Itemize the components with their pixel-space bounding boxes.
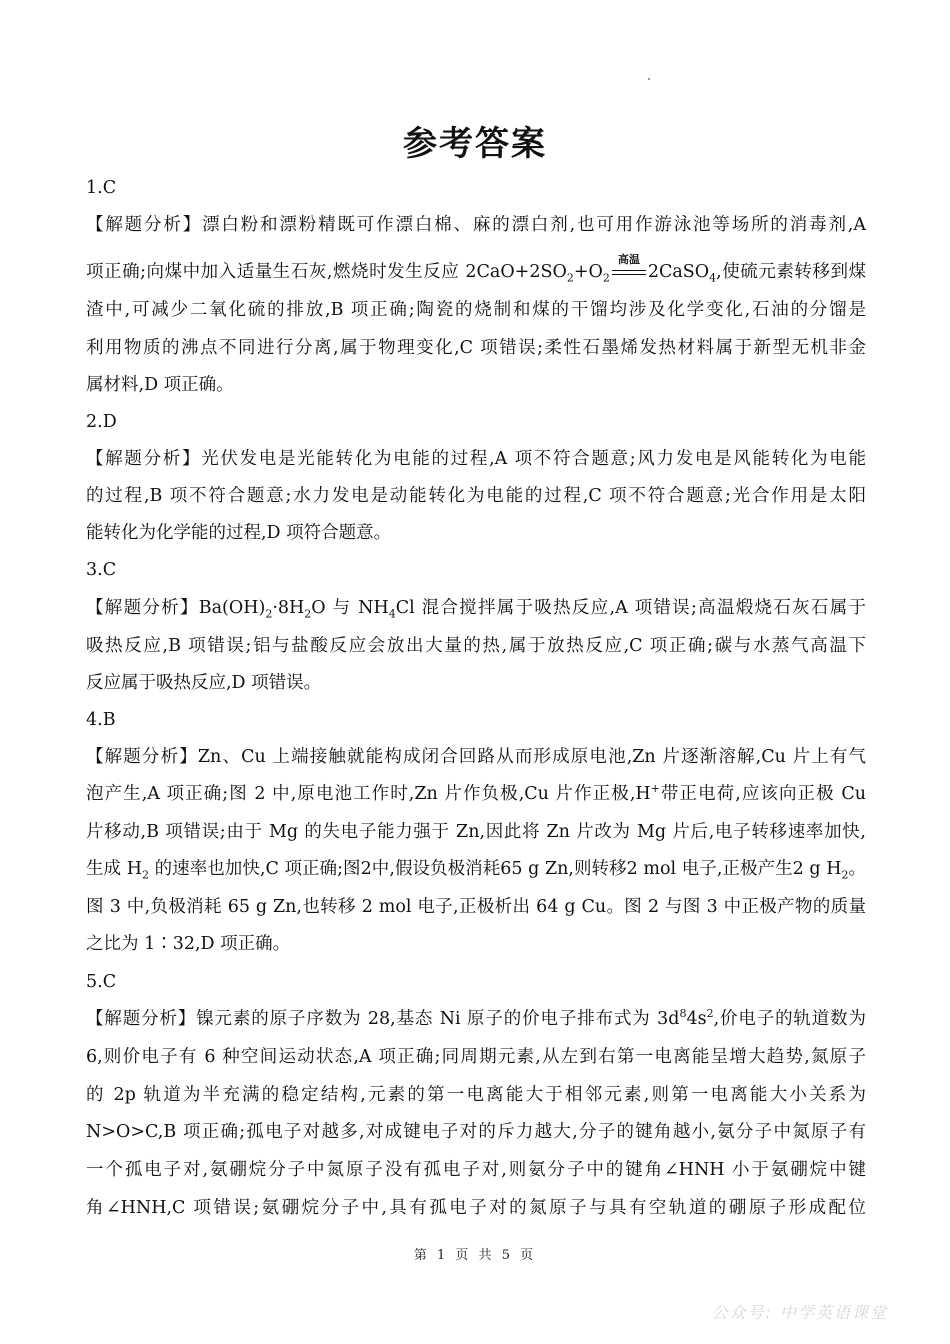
page-mark-dot	[648, 78, 650, 80]
q4-analysis-line-1: 【解题分析】Zn、Cu 上端接触就能构成闭合回路从而形成原电池,Zn 片逐渐溶解,Cu 片上有气	[86, 747, 866, 767]
q3-analysis-line-2: 吸热反应,B 项错误;铝与盐酸反应会放出大量的热,属于放热反应,C 项正确;碳与水蒸气高温下	[86, 636, 866, 656]
q4-analysis-line-2: 泡产生,A 项正确;图 2 中,原电池工作时,Zn 片作负极,Cu 片作正极,H+带正电荷,应该向正极 Cu	[86, 782, 866, 804]
page-footer: 第 1 页 共 5 页	[413, 1248, 537, 1263]
q2-analysis-line-3: 能转化为化学能的过程,D 项符合题意。	[86, 523, 392, 543]
q4-analysis-line-4: 生成 $H_2$ 的速率也加快,C 项正确;图2中,假设负极消耗65 g Zn,则转移2 mol 电子,正极产生2 g $H_2$。	[86, 859, 867, 882]
q4-analysis-line-3: 片移动,B 项错误;由于 Mg 的失电子能力强于 Zn,因此将 Zn 片改为 Mg 片后,电子转移速率加快,	[86, 822, 866, 842]
q5-analysis-line-6: 角∠HNH,C 项错误;氨硼烷分子中,具有孤电子对的氮原子与具有空轨道的硼原子形成配位	[86, 1198, 866, 1218]
q1-analysis-line-2: 项正确;向煤中加入适量生石灰,燃烧时发生反应 $2CaO+2SO_2+O_2$ 高温 2CaSO$_4$,使硫元素转移到煤	[86, 253, 867, 285]
q2-analysis-line-1: 【解题分析】光伏发电是光能转化为电能的过程,A 项不符合题意;风力发电是风能转化为电能	[86, 449, 866, 469]
q3-analysis-line-3: 反应属于吸热反应,D 项错误。	[86, 673, 322, 693]
q3-analysis-line-1: 【解题分析】$Ba(OH)_2\cdot 8H_2O$ 与 $NH_4Cl$ 混合搅拌属于吸热反应,A 项错误;高温煅烧石灰石属于	[86, 598, 866, 621]
watermark: 公众号: 中学英语课堂	[711, 1303, 888, 1322]
q2-analysis-line-2: 的过程,B 项不符合题意;水力发电是动能转化为电能的过程,C 项不符合题意;光合作用是太阳	[86, 486, 866, 506]
q5-analysis-line-3: 的 2p 轨道为半充满的稳定结构,元素的第一电离能大于相邻元素,则第一电离能大小关系为	[86, 1085, 866, 1105]
q5-analysis-line-5: 一个孤电子对,氨硼烷分子中氮原子没有孤电子对,则氨分子中的键角∠HNH 小于氨硼烷中键	[86, 1160, 866, 1180]
q1-analysis-line-1: 【解题分析】漂白粉和漂粉精既可作漂白棉、麻的漂白剂,也可用作游泳池等场所的消毒剂,A	[86, 215, 866, 235]
q5-analysis-line-1: 【解题分析】镍元素的原子序数为 28,基态 Ni 原子的价电子排布式为 $3d^84s^2$,价电子的轨道数为	[86, 1007, 867, 1029]
page-title: 参考答案	[403, 124, 547, 164]
q3-answer: 3.C	[86, 560, 117, 580]
q5-analysis-line-2: 6,则价电子有 6 种空间运动状态,A 项正确;同周期元素,从左到右第一电离能呈增大趋势,氮原子	[86, 1047, 866, 1067]
q1-analysis-line-3: 渣中,可减少二氧化硫的排放,B 项正确;陶瓷的烧制和煤的干馏均涉及化学变化,石油的分馏是	[86, 300, 866, 320]
q4-analysis-line-6: 之比为 1∶32,D 项正确。	[86, 934, 291, 954]
q1-analysis-line-4: 利用物质的沸点不同进行分离,属于物理变化,C 项错误;柔性石墨烯发热材料属于新型无机非金	[86, 338, 866, 358]
q5-analysis-line-4: N>O>C,B 项正确;孤电子对越多,对成键电子对的斥力越大,分子的键角越小,氨分子中氮原子有	[86, 1122, 866, 1142]
q4-analysis-line-5: 图 3 中,负极消耗 65 g Zn,也转移 2 mol 电子,正极析出 64 g Cu。图 2 与图 3 中正极产物的质量	[86, 897, 866, 917]
q1-answer: 1.C	[86, 178, 117, 198]
q5-answer: 5.C	[86, 972, 117, 992]
q1-analysis-line-5: 属材料,D 项正确。	[86, 375, 234, 395]
q2-answer: 2.D	[86, 412, 117, 432]
reaction-condition: 高温	[610, 260, 648, 284]
q4-answer: 4.B	[86, 710, 116, 730]
